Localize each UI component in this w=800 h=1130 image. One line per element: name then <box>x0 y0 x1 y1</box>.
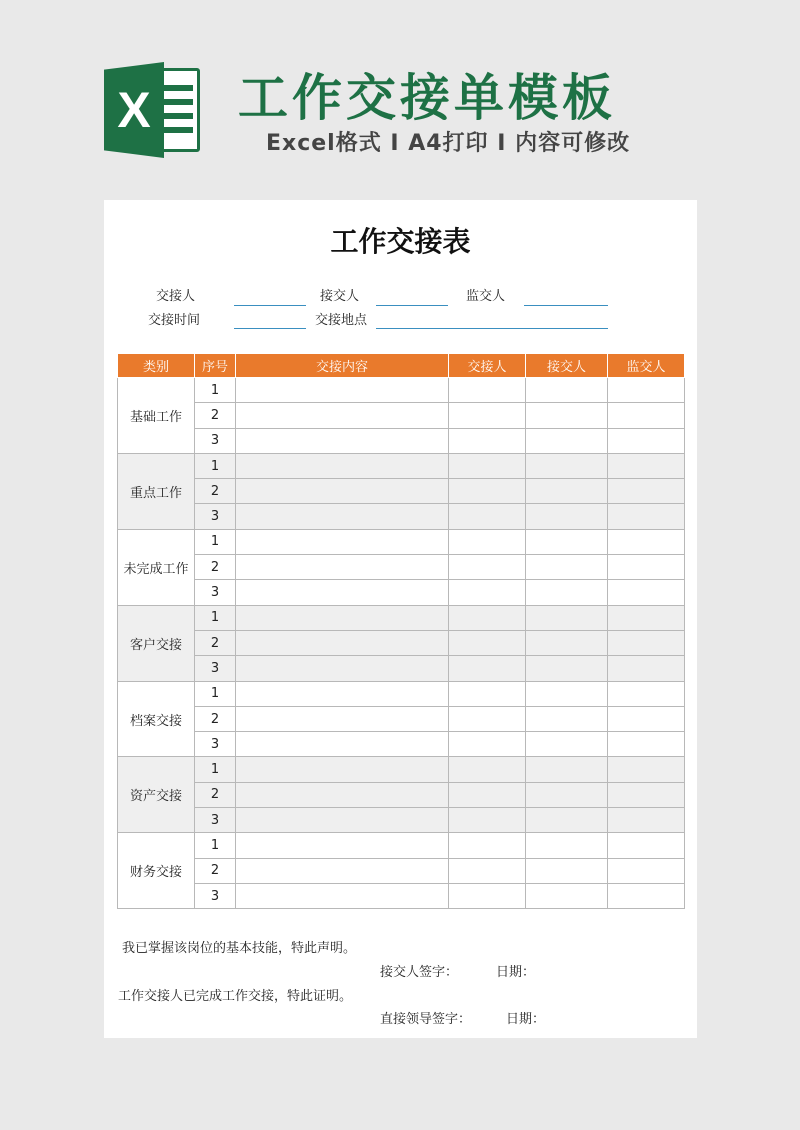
handover-person-cell[interactable] <box>449 630 526 655</box>
row-number-cell: 3 <box>195 883 236 908</box>
row-number-cell: 1 <box>195 378 236 403</box>
receiver-cell[interactable] <box>526 529 608 554</box>
row-number-cell: 1 <box>195 681 236 706</box>
row-number-cell: 1 <box>195 453 236 478</box>
row-number-cell: 2 <box>195 403 236 428</box>
row-number-cell: 2 <box>195 479 236 504</box>
handover-person-cell[interactable] <box>449 555 526 580</box>
receiver-cell[interactable] <box>526 605 608 630</box>
content-cell[interactable] <box>236 428 449 453</box>
document-title: 工作交接表 <box>330 225 471 258</box>
receiver-cell[interactable] <box>526 757 608 782</box>
handover-person-cell[interactable] <box>449 605 526 630</box>
content-cell[interactable] <box>236 656 449 681</box>
supervisor-cell[interactable] <box>608 656 685 681</box>
receiver-cell[interactable] <box>526 706 608 731</box>
handover-person-cell[interactable] <box>449 378 526 403</box>
supervisor-cell[interactable] <box>608 529 685 554</box>
content-cell[interactable] <box>236 479 449 504</box>
category-cell: 基础工作 <box>118 378 195 454</box>
handover-person-cell[interactable] <box>449 453 526 478</box>
supervisor-cell[interactable] <box>608 605 685 630</box>
handover-person-cell[interactable] <box>449 529 526 554</box>
content-cell[interactable] <box>236 883 449 908</box>
content-cell[interactable] <box>236 630 449 655</box>
supervisor-cell[interactable] <box>608 453 685 478</box>
row-number-cell: 3 <box>195 732 236 757</box>
receiver-cell[interactable] <box>526 555 608 580</box>
receiver-cell[interactable] <box>526 808 608 833</box>
header-receiver: 接交人 <box>526 354 608 378</box>
table-row <box>118 605 685 630</box>
handover-person-cell[interactable] <box>449 782 526 807</box>
supervisor-cell[interactable] <box>608 378 685 403</box>
table-row <box>118 858 685 883</box>
supervisor-cell[interactable] <box>608 504 685 529</box>
supervisor-field[interactable] <box>524 305 608 306</box>
content-cell[interactable] <box>236 403 449 428</box>
supervisor-cell[interactable] <box>608 808 685 833</box>
content-cell[interactable] <box>236 782 449 807</box>
supervisor-cell[interactable] <box>608 555 685 580</box>
handover-person-cell[interactable] <box>449 681 526 706</box>
supervisor-cell[interactable] <box>608 782 685 807</box>
receiver-label: 接交人 <box>320 289 360 304</box>
content-cell[interactable] <box>236 833 449 858</box>
supervisor-cell[interactable] <box>608 479 685 504</box>
handover-table <box>117 353 685 909</box>
handover-person-cell[interactable] <box>449 833 526 858</box>
receiver-field[interactable] <box>376 305 448 306</box>
supervisor-cell[interactable] <box>608 732 685 757</box>
content-cell[interactable] <box>236 378 449 403</box>
receiver-cell[interactable] <box>526 732 608 757</box>
content-cell[interactable] <box>236 555 449 580</box>
handover-person-cell[interactable] <box>449 504 526 529</box>
table-row <box>118 732 685 757</box>
receiver-cell[interactable] <box>526 630 608 655</box>
table-row <box>118 681 685 706</box>
row-number-cell: 3 <box>195 428 236 453</box>
table-row <box>118 706 685 731</box>
row-number-cell: 1 <box>195 605 236 630</box>
header-supervisor: 监交人 <box>608 354 685 378</box>
handover-person-cell[interactable] <box>449 757 526 782</box>
supervisor-cell[interactable] <box>608 706 685 731</box>
table-row <box>118 504 685 529</box>
handover-place-field[interactable] <box>376 328 608 329</box>
content-cell[interactable] <box>236 757 449 782</box>
content-cell[interactable] <box>236 453 449 478</box>
supervisor-cell[interactable] <box>608 757 685 782</box>
content-cell[interactable] <box>236 706 449 731</box>
table-row <box>118 630 685 655</box>
handover-person-cell[interactable] <box>449 403 526 428</box>
handover-person-cell[interactable] <box>449 732 526 757</box>
row-number-cell: 2 <box>195 555 236 580</box>
banner-title: 工作交接单模板 <box>238 69 616 127</box>
category-cell: 资产交接 <box>118 757 195 833</box>
supervisor-cell[interactable] <box>608 403 685 428</box>
supervisor-cell[interactable] <box>608 681 685 706</box>
handover-person-cell[interactable] <box>449 883 526 908</box>
row-number-cell: 3 <box>195 808 236 833</box>
document-page <box>104 200 697 1038</box>
category-cell: 档案交接 <box>118 681 195 757</box>
table-row <box>118 757 685 782</box>
content-cell[interactable] <box>236 681 449 706</box>
handover-person-cell[interactable] <box>449 656 526 681</box>
receiver-cell[interactable] <box>526 504 608 529</box>
receiver-cell[interactable] <box>526 883 608 908</box>
handover-person-cell[interactable] <box>449 808 526 833</box>
table-row <box>118 529 685 554</box>
receiver-cell[interactable] <box>526 428 608 453</box>
content-cell[interactable] <box>236 529 449 554</box>
handover-person-cell[interactable] <box>449 580 526 605</box>
handover-person-cell[interactable] <box>449 479 526 504</box>
table-header-row <box>118 354 685 378</box>
table-row <box>118 479 685 504</box>
supervisor-label: 监交人 <box>466 289 506 304</box>
row-number-cell: 3 <box>195 504 236 529</box>
row-number-cell: 2 <box>195 858 236 883</box>
supervisor-cell[interactable] <box>608 833 685 858</box>
handover-time-field[interactable] <box>234 328 306 329</box>
statement-2: 工作交接人已完成工作交接，特此证明。 <box>118 989 353 1004</box>
table-row <box>118 555 685 580</box>
table-row <box>118 883 685 908</box>
table-row <box>118 403 685 428</box>
content-cell[interactable] <box>236 504 449 529</box>
supervisor-cell[interactable] <box>608 580 685 605</box>
handover-place-label: 交接地点 <box>315 313 368 328</box>
receiver-cell[interactable] <box>526 403 608 428</box>
row-number-cell: 3 <box>195 656 236 681</box>
row-number-cell: 1 <box>195 757 236 782</box>
table-row <box>118 782 685 807</box>
table-row <box>118 453 685 478</box>
content-cell[interactable] <box>236 605 449 630</box>
table-row <box>118 656 685 681</box>
receiver-cell[interactable] <box>526 479 608 504</box>
date-label-1: 日期： <box>496 965 536 980</box>
handover-person-label: 交接人 <box>156 289 196 304</box>
receiver-cell[interactable] <box>526 782 608 807</box>
content-cell[interactable] <box>236 732 449 757</box>
category-cell: 客户交接 <box>118 605 195 681</box>
receiver-cell[interactable] <box>526 656 608 681</box>
header-category: 类别 <box>118 354 195 378</box>
supervisor-cell[interactable] <box>608 883 685 908</box>
category-cell: 财务交接 <box>118 833 195 909</box>
excel-logo-icon <box>104 62 204 158</box>
receiver-sign-label: 接交人签字： <box>380 965 459 980</box>
row-number-cell: 1 <box>195 833 236 858</box>
table-row <box>118 580 685 605</box>
statement-1: 我已掌握该岗位的基本技能，特此声明。 <box>122 941 357 956</box>
receiver-cell[interactable] <box>526 833 608 858</box>
supervisor-cell[interactable] <box>608 858 685 883</box>
category-cell: 未完成工作 <box>118 529 195 605</box>
content-cell[interactable] <box>236 858 449 883</box>
supervisor-cell[interactable] <box>608 630 685 655</box>
receiver-cell[interactable] <box>526 858 608 883</box>
table-row <box>118 833 685 858</box>
row-number-cell: 3 <box>195 580 236 605</box>
header-number: 序号 <box>195 354 236 378</box>
table-row <box>118 378 685 403</box>
row-number-cell: 2 <box>195 630 236 655</box>
receiver-cell[interactable] <box>526 681 608 706</box>
row-number-cell: 2 <box>195 782 236 807</box>
content-cell[interactable] <box>236 808 449 833</box>
row-number-cell: 2 <box>195 706 236 731</box>
handover-person-field[interactable] <box>234 305 306 306</box>
handover-person-cell[interactable] <box>449 858 526 883</box>
banner-subtitle: Excel格式 I A4打印 I 内容可修改 <box>266 131 631 156</box>
receiver-cell[interactable] <box>526 453 608 478</box>
receiver-cell[interactable] <box>526 580 608 605</box>
table-row <box>118 428 685 453</box>
category-cell: 重点工作 <box>118 453 195 529</box>
receiver-cell[interactable] <box>526 378 608 403</box>
handover-time-label: 交接时间 <box>148 313 201 328</box>
table-row <box>118 808 685 833</box>
handover-person-cell[interactable] <box>449 706 526 731</box>
supervisor-cell[interactable] <box>608 428 685 453</box>
handover-person-cell[interactable] <box>449 428 526 453</box>
leader-sign-label: 直接领导签字： <box>380 1012 472 1027</box>
date-label-2: 日期： <box>506 1012 546 1027</box>
header-handover-person: 交接人 <box>449 354 526 378</box>
logo-letter: X <box>117 82 151 138</box>
content-cell[interactable] <box>236 580 449 605</box>
row-number-cell: 1 <box>195 529 236 554</box>
header-content: 交接内容 <box>236 354 449 378</box>
